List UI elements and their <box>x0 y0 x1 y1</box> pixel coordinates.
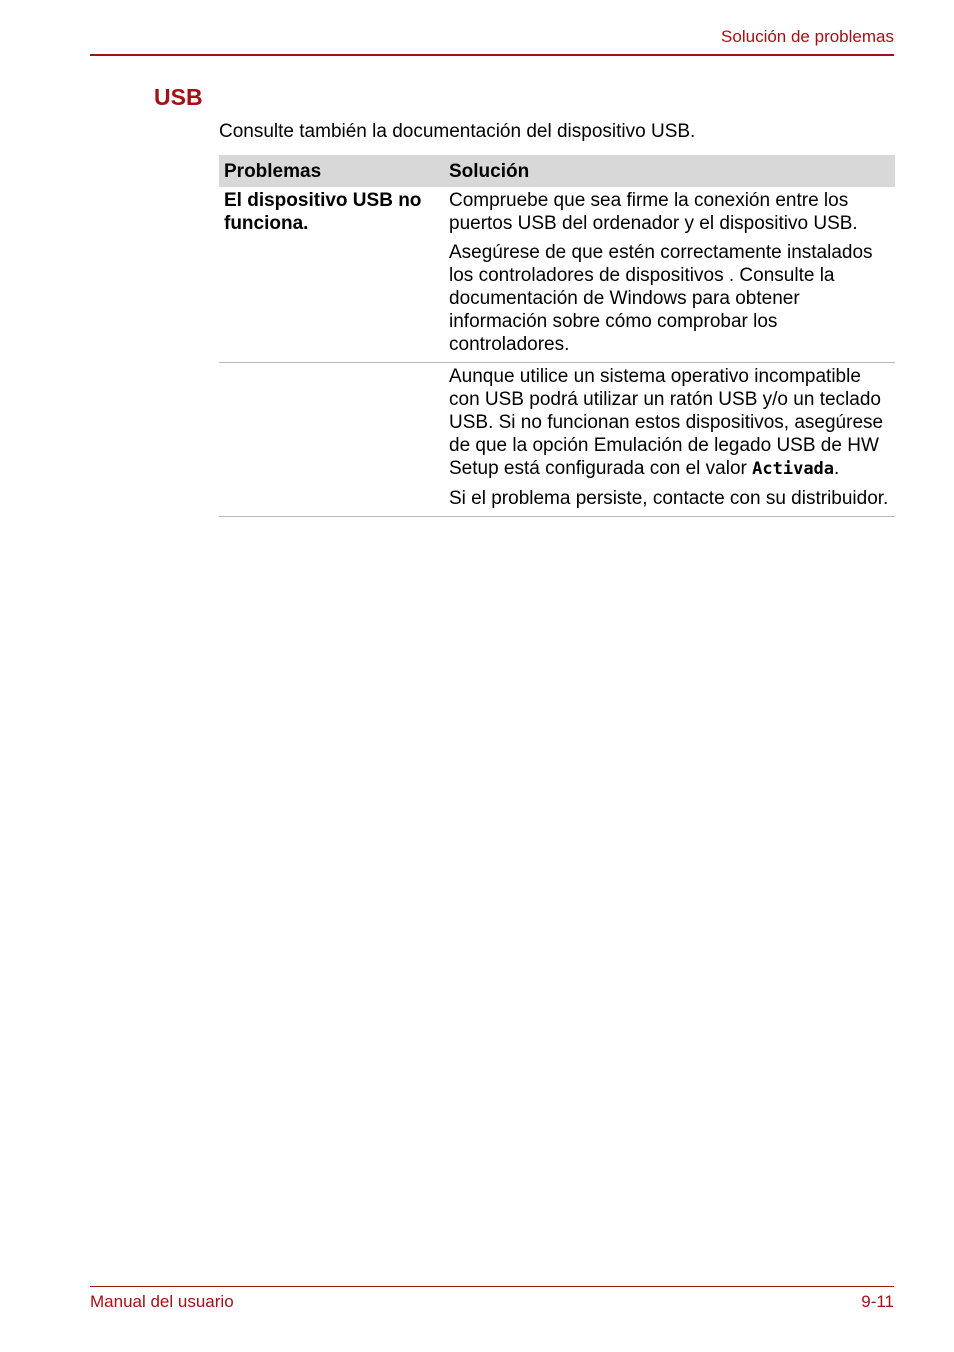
solution-paragraph: Compruebe que sea firme la conexión entre los puertos USB del ordenador y el dispositivo USB. <box>449 190 858 234</box>
solution-text-end: . <box>834 458 840 479</box>
footer-divider <box>90 1286 894 1287</box>
solution-text: Aunque utilice un sistema operativo incompatible con USB podrá utilizar un ratón USB y/o un teclado USB. Si no funcionan estos dispositivos, asegúrese de que la opción Emulación de legado USB de HW Setup está configurada con el valor <box>449 366 884 479</box>
table-row <box>219 363 895 517</box>
table-row <box>219 187 895 363</box>
header-divider <box>90 54 894 56</box>
column-header-problems: Problemas <box>224 160 322 182</box>
solution-cell <box>444 188 895 356</box>
solution-paragraph: Asegúrese de que estén correctamente instalados los controladores de dispositivos . Consulte la documentación de Windows para obtener información sobre cómo comprobar los controladores. <box>449 242 873 355</box>
problem-cell <box>219 364 444 510</box>
footer-manual-title: Manual del usuario <box>90 1292 234 1311</box>
solution-paragraph: Si el problema persiste, contacte con su distribuidor. <box>449 488 889 509</box>
column-header-solution: Solución <box>449 160 530 182</box>
running-header: Solución de problemas <box>721 27 894 46</box>
setting-value: Activada <box>752 459 835 479</box>
page-number: 9-11 <box>861 1292 894 1311</box>
table-header <box>219 155 895 187</box>
solution-paragraph <box>449 365 895 481</box>
section-title: USB <box>154 84 203 110</box>
troubleshooting-table <box>219 155 895 517</box>
problem-cell: El dispositivo USB no funciona. <box>224 190 422 234</box>
solution-cell <box>444 364 895 510</box>
section-intro: Consulte también la documentación del dispositivo USB. <box>219 121 696 142</box>
